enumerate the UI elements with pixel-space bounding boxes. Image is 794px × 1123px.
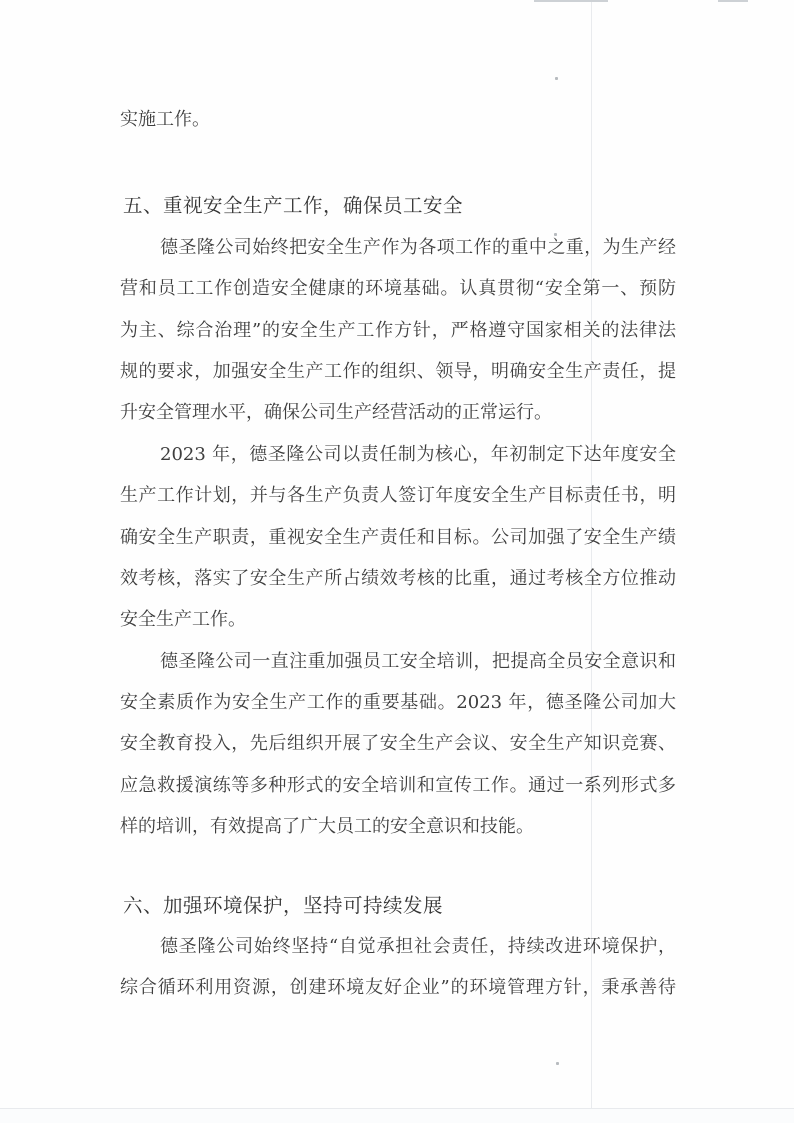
scan-artifact-horizontal-line [0, 1108, 794, 1109]
page-text-area [120, 0, 676, 1009]
text-line: 德圣隆公司一直注重加强员工安全培训，把提高全员安全意识和 [160, 650, 676, 672]
text-line: 营和员工工作创造安全健康的环境基础。认真贯彻“安全第一、预防 [120, 278, 676, 300]
text-line: 安全生产工作。 [120, 609, 246, 631]
scan-artifact-speck [556, 1062, 559, 1065]
scan-artifact-top-dash [718, 0, 748, 2]
text-line: 升安全管理水平，确保公司生产经营活动的正常运行。 [120, 402, 552, 424]
text-line: 安全素质作为安全生产工作的重要基础。2023 年，德圣隆公司加大 [120, 692, 676, 714]
text-line: 安全教育投入，先后组织开展了安全生产会议、安全生产知识竞赛、 [120, 733, 676, 755]
section-heading-6: 六、加强环境保护，坚持可持续发展 [123, 893, 444, 917]
text-line: 德圣隆公司始终把安全生产作为各项工作的重中之重，为生产经 [160, 236, 676, 258]
text-line: 样的培训，有效提高了广大员工的安全意识和技能。 [120, 816, 534, 838]
text-line: 德圣隆公司始终坚持“自觉承担社会责任，持续改进环境保护， [160, 936, 676, 958]
text-line: 综合循环利用资源，创建环境友好企业”的环境管理方针，秉承善待 [120, 977, 676, 999]
text-line: 效考核，落实了安全生产所占绩效考核的比重，通过考核全方位推动 [120, 567, 676, 589]
scan-artifact-bottom-strip [0, 1109, 794, 1123]
text-line: 2023 年，德圣隆公司以责任制为核心，年初制定下达年度安全 [160, 443, 676, 465]
text-line: 确安全生产职责，重视安全生产责任和目标。公司加强了安全生产绩 [120, 526, 676, 548]
text-line: 规的要求，加强安全生产工作的组织、领导，明确安全生产责任，提 [120, 360, 676, 382]
text-line: 为主、综合治理”的安全生产工作方针，严格遵守国家相关的法律法 [120, 319, 676, 341]
section-heading-5: 五、重视安全生产工作，确保员工安全 [123, 194, 464, 218]
paragraph-fragment-line: 实施工作。 [120, 109, 210, 130]
text-line: 应急救援演练等多种形式的安全培训和宣传工作。通过一系列形式多 [120, 774, 676, 796]
text-line: 生产工作计划，并与各生产负责人签订年度安全生产目标责任书，明 [120, 485, 676, 507]
